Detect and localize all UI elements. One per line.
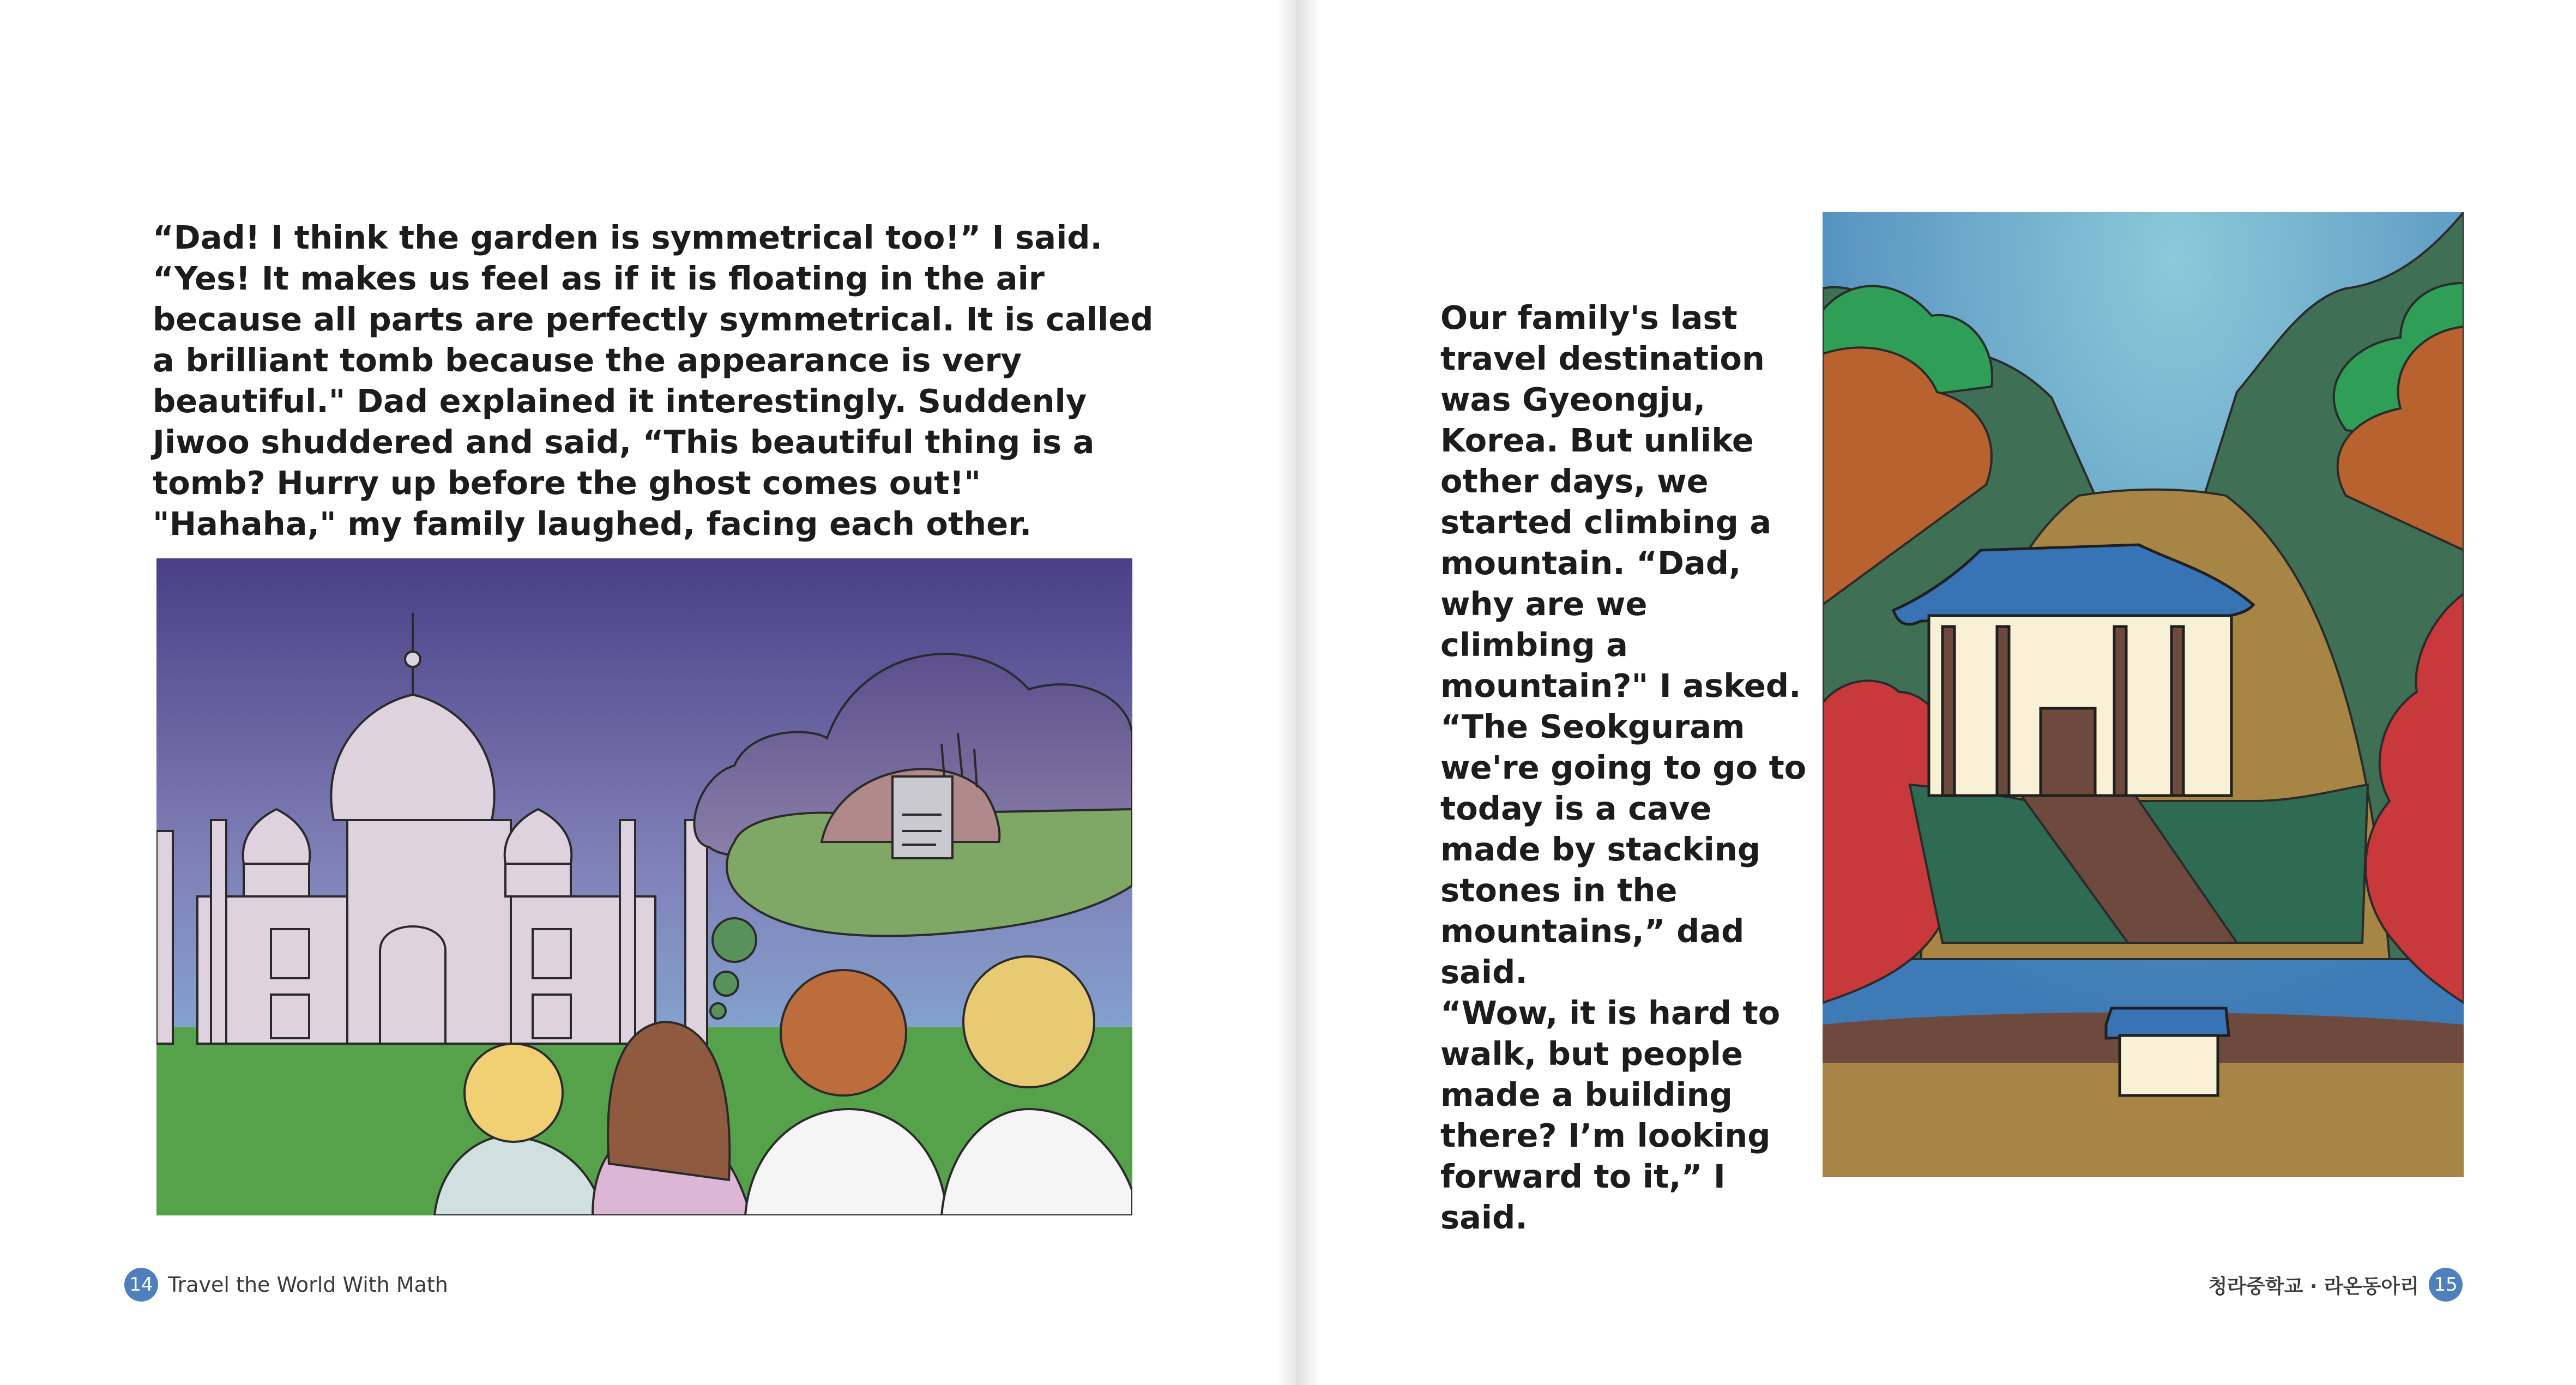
school-club-footer: 청라중학교 · 라온동아리: [2208, 1275, 2419, 1298]
right-paragraph-2: “Wow, it is hard to walk, but people made a building there? I’m looking forward to it,” I said.: [1440, 994, 1781, 1236]
page-number-badge-right: 15: [2429, 1268, 2463, 1302]
right-story-text: [1440, 297, 1811, 1238]
left-footer: [124, 1268, 448, 1302]
book-title-footer: Travel the World With Math: [168, 1273, 448, 1297]
page-number-badge-left: 14: [124, 1268, 158, 1302]
left-story-text: [153, 217, 1161, 544]
mountain-temple-illustration: [1823, 212, 2464, 1177]
taj-mahal-illustration: [156, 558, 1132, 1215]
right-footer: [2208, 1268, 2463, 1302]
left-paragraph: “Dad! I think the garden is symmetrical too!” I said. “Yes! It makes us feel as if it is floating in the air because all parts are perfectly symmetrical. It is called a brilliant tomb because the appearance is very beautiful." Dad explained it interestingly. Suddenly Jiwoo shuddered and said, “This beautiful thing is a tomb? Hurry up before the ghost comes out!" "Hahaha," my family laughed, facing each other.: [153, 219, 1154, 543]
book-gutter: [1276, 0, 1319, 1385]
right-paragraph-1: Our family's last travel destination was Gyeongju, Korea. But unlike other days, we started climbing a mountain. “Dad, why are we climbing a mountain?" I asked. “The Seokguram we're going to go to today is a cave made by stacking stones in the mountains,” dad said.: [1440, 299, 1807, 991]
